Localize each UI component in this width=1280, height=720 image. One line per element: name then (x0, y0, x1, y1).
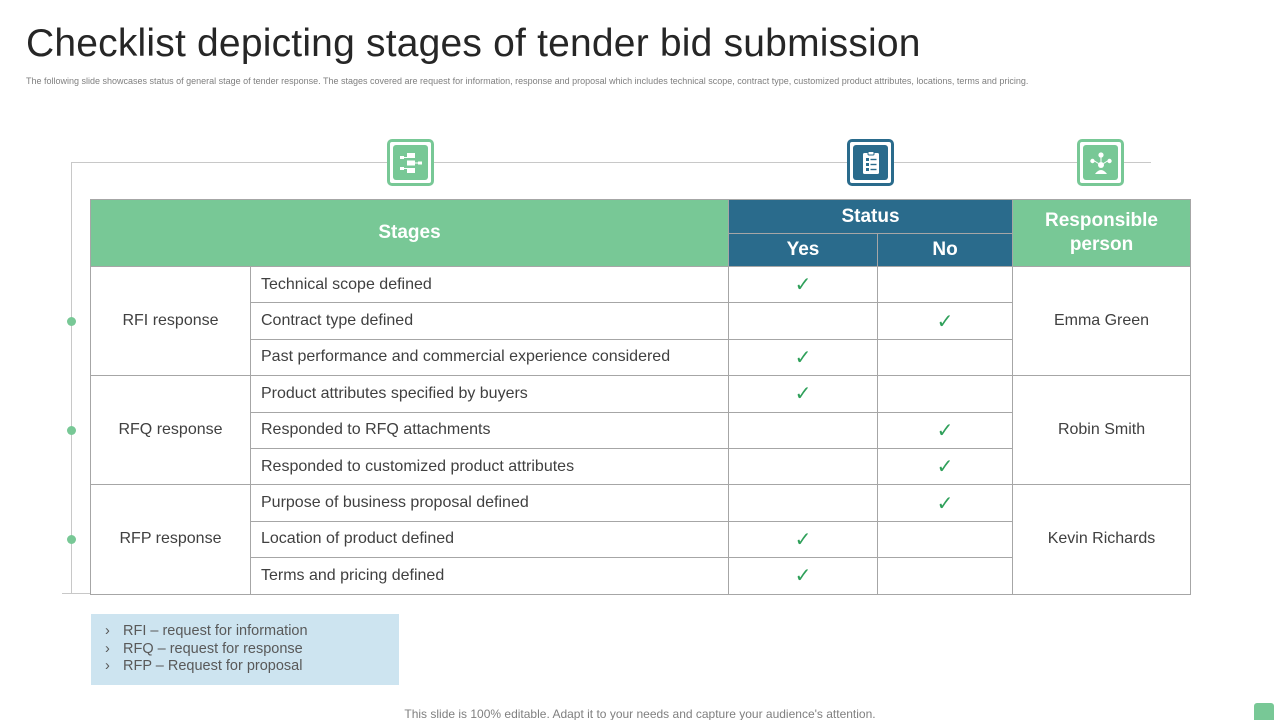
checkmark-icon: ✓ (794, 274, 812, 297)
header-responsible-person: Responsible person (1013, 200, 1191, 267)
chevron-right-icon: › (105, 658, 110, 674)
abbreviation-item: › RFI – request for information (105, 623, 308, 639)
responsible-person-cell: Kevin Richards (1013, 485, 1191, 594)
status-yes-cell (729, 558, 878, 594)
stage-cell: RFI response (91, 267, 251, 376)
status-yes-cell (729, 267, 878, 303)
person-network-icon (1077, 139, 1124, 186)
chevron-right-icon: › (105, 623, 110, 639)
checkmark-icon: ✓ (794, 346, 812, 369)
abbreviation-item: › RFQ – request for response (105, 640, 303, 657)
chevron-right-icon: › (105, 640, 110, 657)
checklist-item-label: Contract type defined (251, 303, 729, 339)
status-no-cell (878, 558, 1013, 594)
status-yes-cell (729, 412, 878, 448)
checklist-item-label: Past performance and commercial experience considered (251, 339, 729, 375)
header-no: No (878, 234, 1013, 267)
status-no-cell (878, 376, 1013, 412)
abbreviation-item: › RFP – Request for proposal (105, 658, 303, 674)
checkmark-icon: ✓ (794, 528, 812, 551)
status-no-cell (878, 339, 1013, 375)
responsible-person-cell: Robin Smith (1013, 376, 1191, 485)
status-yes-cell (729, 448, 878, 484)
checklist-item-label: Technical scope defined (251, 267, 729, 303)
checkmark-icon: ✓ (936, 456, 954, 479)
status-no-cell (878, 303, 1013, 339)
abbreviations-note (91, 614, 399, 685)
table-row (91, 485, 1191, 521)
status-yes-cell (729, 485, 878, 521)
stage-cell: RFQ response (91, 376, 251, 485)
stage-cell: RFP response (91, 485, 251, 594)
checkmark-icon: ✓ (794, 383, 812, 406)
connector-dot-rfp (67, 535, 76, 544)
status-no-cell (878, 448, 1013, 484)
status-no-cell (878, 267, 1013, 303)
status-yes-cell (729, 339, 878, 375)
page-title: Checklist depicting stages of tender bid submission (26, 22, 921, 65)
connector-top-line (71, 162, 1151, 163)
header-stages: Stages (91, 200, 729, 267)
checklist-item-label: Product attributes specified by buyers (251, 376, 729, 412)
table-row (91, 267, 1191, 303)
checklist-item-label: Responded to RFQ attachments (251, 412, 729, 448)
status-no-cell (878, 412, 1013, 448)
status-yes-cell (729, 376, 878, 412)
corner-accent (1254, 703, 1274, 720)
header-status: Status (729, 200, 1013, 234)
status-yes-cell (729, 521, 878, 557)
responsible-person-cell: Emma Green (1013, 267, 1191, 376)
status-yes-cell (729, 303, 878, 339)
checklist-item-label: Terms and pricing defined (251, 558, 729, 594)
page-subtitle: The following slide showcases status of general stage of tender response. The stages covered are request for information, response and proposal which includes technical scope, contract type, customized product attributes, locations, terms and pricing. (26, 76, 1029, 86)
checklist-item-label: Location of product defined (251, 521, 729, 557)
checklist-item-label: Purpose of business proposal defined (251, 485, 729, 521)
flowchart-icon (387, 139, 434, 186)
footer-note: This slide is 100% editable. Adapt it to your needs and capture your audience's attention. (404, 707, 876, 720)
checkmark-icon: ✓ (936, 492, 954, 515)
clipboard-checklist-icon (847, 139, 894, 186)
checkmark-icon: ✓ (936, 419, 954, 442)
table-row (91, 376, 1191, 412)
connector-left-line (71, 162, 72, 593)
status-no-cell (878, 521, 1013, 557)
connector-dot-rfi (67, 317, 76, 326)
checkmark-icon: ✓ (936, 310, 954, 333)
checklist-item-label: Responded to customized product attributes (251, 448, 729, 484)
connector-dot-rfq (67, 426, 76, 435)
connector-bottom-line (62, 593, 91, 594)
header-yes: Yes (729, 234, 878, 267)
checkmark-icon: ✓ (794, 565, 812, 588)
status-no-cell (878, 485, 1013, 521)
checklist-table (90, 199, 1191, 595)
